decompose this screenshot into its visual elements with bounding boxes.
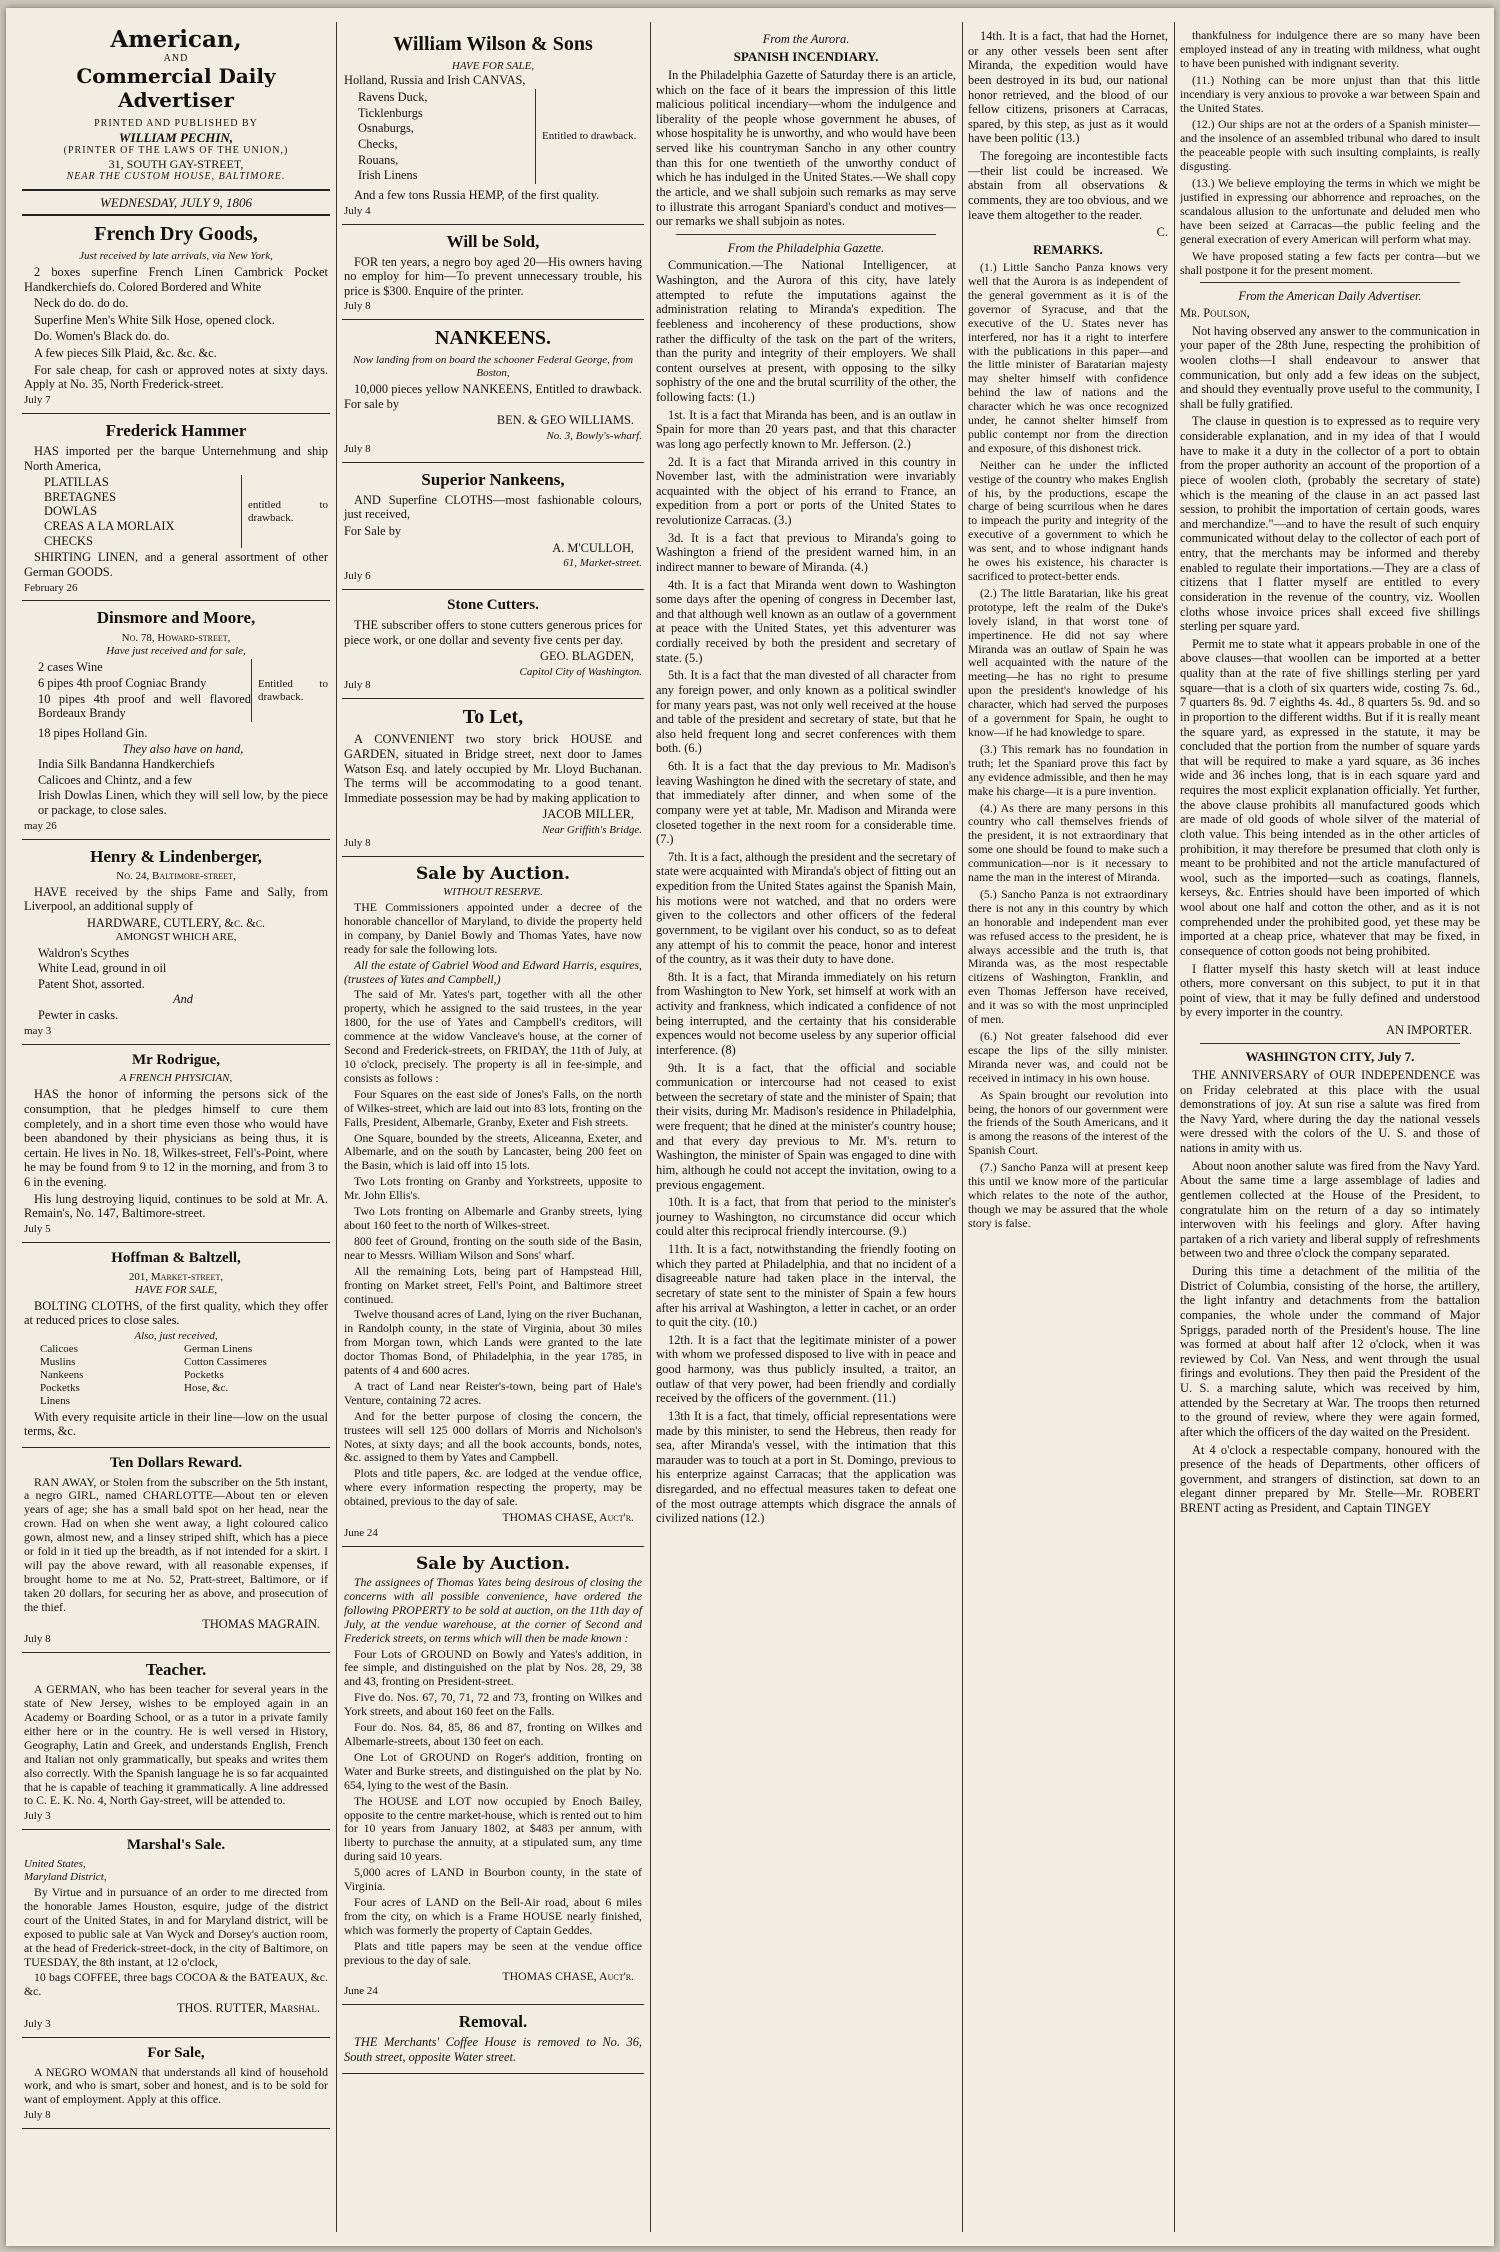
goods-item: Calicoes and Chintz, and a few	[38, 772, 193, 787]
article-paragraph: 10th. It is a fact, that from that period to the minister's journey to Washington, no circumstance did occur which could alter this reciprocal friendly intercourse. (9.)	[656, 1195, 956, 1239]
ad-body: The HOUSE and LOT now occupied by Enoch Bailey, opposite to the centre market-house, which is rented out to him for 10 years from January 1802, at $483 per annum, with liberty to purchase the annuity, at a stipulated sum, any time during said 10 years.	[344, 1793, 642, 1864]
goods-item: Irish Dowlas Linen, which they will sell low, by the piece or package, to close sales.	[38, 788, 328, 818]
goods-list-right	[184, 1343, 328, 1408]
ad-body: THE Commissioners appointed under a decree of the honorable chancellor of Maryland, to divide the property held in company, by Daniel Bowly and Thomas Yates, have now ready for sale the following lots.	[344, 900, 642, 956]
goods-item: 2 cases Wine	[38, 660, 103, 675]
ad-body: One Square, bounded by the streets, Aliceanna, Exeter, and Albemarle, and on the south by Lancaster, being 200 feet on the Basin, which is laid off into 15 lots.	[344, 1130, 642, 1173]
printer-near: NEAR THE CUSTOM HOUSE, BALTIMORE.	[66, 171, 286, 183]
article-source: From the Aurora.	[762, 32, 850, 46]
ad-signature-address: Near Griffith's Bridge.	[542, 824, 642, 837]
masthead-and: AND	[163, 53, 189, 65]
ad-date: July 8	[344, 837, 371, 850]
remark-note: (13.) We believe employing the terms in which we might be justified in expressing our abhorrence and reproaches, on the scandalous allusion to the unfortunate and deluded men who have been seized at Carracas—the public feeling and the general execration of every American will perform what may.	[1180, 176, 1480, 246]
goods-item: Pocketks	[40, 1381, 80, 1394]
goods-item: Checks,	[358, 137, 398, 152]
letter-paragraph: Not having observed any answer to the communication in your paper of the 28th June, respecting the prohibition of woolen cloths—I shall endeavour to answer that communication, but only add a few ideas on the subject, and should they eventually prove useful to the community, I shall be fully gratified.	[1180, 323, 1480, 411]
goods-item: Ticklenburgs	[358, 105, 423, 120]
ad-title: Will be Sold,	[446, 231, 540, 251]
ad-title: Frederick Hammer	[105, 420, 247, 440]
goods-item: PLATILLAS	[44, 475, 109, 490]
article-source: From the American Daily Advertiser.	[1238, 289, 1422, 304]
ad-date: July 5	[24, 1222, 51, 1235]
ad-date: may 26	[24, 819, 57, 832]
ad-body: THE Merchants' Coffee House is removed to No. 36, South street, opposite Water street.	[344, 2035, 642, 2065]
ad-date: July 4	[344, 204, 371, 217]
ad-title: William Wilson & Sons	[393, 33, 593, 55]
article-paragraph: In the Philadelphia Gazette of Saturday there is an article, which on the face of it bears the impression of this little malicious political incendiary—whom the indulgence and liberality of the people whose government he abuses, of whose hospitality he is unworthy, and who would have been served like his countryman Sancho in any other country than this for one twentieth of the unworthy conduct of which he has indulged in the United States.—We shall copy the article, and we shall subjoin such remarks as may serve to illustrate this arrogant Spaniard's conduct and motives—our remarks we shall subjoin as notes.	[656, 67, 956, 229]
ad-date: July 8	[344, 678, 371, 691]
bracket-note: Entitled to drawback.	[542, 130, 637, 143]
ad-date: June 24	[344, 1985, 378, 1998]
ad-body: The said of Mr. Yates's part, together with all the other property, which he assigned to the said trustees, in the year 1800, for the use of Yates and Campbell's creditors, will commence at the widow Vancleave's house, at the corner of Second and Frederick-streets, on FRIDAY, the 11th of July, at 10 o'clock, precisely. The property is all in fee-simple, and consists as follows :	[344, 987, 642, 1085]
ad-signature: A. M'CULLOH,	[552, 540, 634, 555]
bracket-note: entitled to drawback.	[248, 498, 328, 524]
ad-title: Dinsmore and Moore,	[96, 608, 256, 628]
ad-date: February 26	[24, 581, 78, 594]
ad-title: Sale by Auction.	[416, 1553, 570, 1574]
ad-date: July 8	[24, 1633, 51, 1646]
article-paragraph: 3d. It is a fact that previous to Miranda's going to Washington a friend of the president warned him, in an indirect manner to beware of Miranda. (4.)	[656, 530, 956, 574]
letter-signature: AN IMPORTER.	[1386, 1023, 1472, 1038]
ad-body: 10 bags COFFEE, three bags COCOA & the BATEAUX, &c. &c.	[24, 1970, 328, 1999]
ad-date: July 3	[24, 2017, 51, 2030]
ad-signature: BEN. & GEO WILLIAMS.	[496, 413, 634, 428]
ad-body: A GERMAN, who has been teacher for several years in the state of New Jersey, wishes to be employed again in an Academy or Boarding School, or as a tutor in a private family either here or in the country. He is well versed in History, Geography, Latin and Greek, and understands English, French and Italian not only grammatically, but speaks and writes them also correctly. With the Spanish language he is so far acquainted that he is capable of teaching it grammatically. A line addressed to C. E. K. No. 4, North Gay-street, will be attended to.	[24, 1682, 328, 1808]
ad-body: Five do. Nos. 67, 70, 71, 72 and 73, fronting on Wilkes and York streets, and about 160 feet on the Falls.	[344, 1690, 642, 1719]
column-rule	[336, 22, 337, 2232]
ad-venue: United States,	[24, 1858, 86, 1871]
ad-dinsmore-moore	[22, 601, 330, 839]
goods-item: Osnaburgs,	[358, 121, 414, 136]
ad-to-let	[342, 699, 644, 857]
ad-title: Removal.	[458, 2012, 528, 2032]
ad-body: BOLTING CLOTHS, of the first quality, which they offer at reduced prices to close sales.	[24, 1298, 328, 1328]
article-signature: C.	[1156, 225, 1168, 240]
ad-line: Neck do do. do do.	[34, 296, 129, 311]
remark-note: (12.) Our ships are not at the orders of a Spanish minister—and the insolence of an assembled tribunal who dared to insult the peaceable people with such insulting complaints, is really disgusting.	[1180, 117, 1480, 174]
goods-item: White Lead, ground in oil	[38, 961, 167, 976]
ad-body: Four Squares on the east side of Jones's Falls, on the north of Wilkes-street, which are laid out into 83 lots, fronting on the Falls, President, Albemarle, Granby, Exeter and Fish streets.	[344, 1086, 642, 1129]
ad-address: No. 78, Howard-street,	[121, 631, 231, 644]
ad-signature: THOS. RUTTER, Marshal.	[176, 2001, 320, 2016]
ad-body: A NEGRO WOMAN that understands all kind of household work, and who is smart, sober and honest, and is to be sold for want of employment. Apply at this office.	[24, 2064, 328, 2107]
ad-signature-address: 61, Market-street.	[563, 557, 642, 570]
ad-title: French Dry Goods,	[94, 223, 258, 246]
article-paragraph: 13th It is a fact, that timely, official representations were made by this minister, to send the Hebreus, then ready for sea, after Miranda's vessel, with the intimation that this marauder was to touch at a port in St. Domingo, previous to his enterprize against Carracas; that the application was disregarded, and no effectual measures taken to defeat one of the most outrage attempts which disgrace the annals of civilized nations (12.)	[656, 1408, 956, 1526]
ad-title: For Sale,	[147, 2044, 205, 2061]
ad-date: may 3	[24, 1024, 52, 1037]
ad-body: 800 feet of Ground, fronting on the south side of the Basin, near to Messrs. William Wilson and Sons' wharf.	[344, 1233, 642, 1262]
ad-body: Four do. Nos. 84, 85, 86 and 87, fronting on Wilkes and Albemarle-streets, about 130 feet on each.	[344, 1720, 642, 1748]
goods-item: Linens	[40, 1394, 70, 1407]
article-paragraph: 9th. It is a fact, that the official and sociable communication or intercourse had not ceased to exist between the secretary of state and the minister of Spain; that their visits, during Mr. Madison's residence in Philadelphia, were frequent; that he dined at the minister's country house; and that every day previous to Mr. M's. return to Washington, the minister of Spain was engaged to dine with him, although he could not accept the invitation, owing to a previous engagement.	[656, 1060, 956, 1192]
ad-address: No. 24, Baltimore-street,	[116, 869, 236, 882]
goods-item: Patent Shot, assorted.	[38, 976, 145, 991]
article-title: SPANISH INCENDIARY.	[733, 48, 879, 64]
ad-superior-nankeens	[342, 463, 644, 590]
news-paragraph: At 4 o'clock a respectable company, honoured with the presence of the heads of Departments, other officers of government, and strangers of distinction, sat down to an elegant dinner prepared by Mr. Stelle—Mr. ROBERT BRENT acting as President, and Captain TINGEY	[1180, 1442, 1480, 1516]
ad-rodrigue	[22, 1045, 330, 1243]
ad-date: June 24	[344, 1527, 378, 1540]
ad-body: Twelve thousand acres of Land, lying on the river Buchanan, in Randolph county, in the state of Virginia, about 30 miles from Morgan town, which Lands were granted to the late doctor Thomas Bond, of Philadelphia, in the year 1785, in patents of 4 and 600 acres.	[344, 1307, 642, 1378]
column-5	[1180, 26, 1480, 2228]
remark-note: (6.) Not greater falsehood did ever escape the lips of the silly minister. Miranda never was, and could not be received in intimacy in his own house.	[968, 1029, 1168, 1085]
masthead-subtitle: Commercial Daily Advertiser	[76, 63, 276, 112]
divider	[1200, 1043, 1460, 1044]
ad-subtitle: Have just received and for sale,	[106, 644, 246, 657]
article-paragraph: 8th. It is a fact, that Miranda immediately on his return from Washington to New York, set himself at work with an activity and frankness, which indicated a confidence of not being interrupted, and the certainty that his considerable expences would not become useless by any superior official interference. (8)	[656, 969, 956, 1057]
goods-item: Muslins	[40, 1355, 76, 1368]
remark-note: (4.) As there are many persons in this country who call themselves friends of the president, it is not extraordinary that some one should be found to make such a communication—nor is it necessary to name the man in the interest of Miranda.	[968, 800, 1168, 885]
printer-name: WILLIAM PECHIN,	[118, 129, 234, 145]
remark-note: thankfulness for indulgence there are so many have been employed instead of any in treating with mildness, what ought to have been punished with indignant severity.	[1180, 28, 1480, 70]
ad-body: All the remaining Lots, being part of Hampstead Hill, fronting on Market street, Fell's Point, and Baltimore street continued.	[344, 1263, 642, 1306]
news-paragraph: During this time a detachment of the militia of the District of Columbia, consisting of the horse, the artillery, the light infantry and detachments from the battalion companies, the whole under the command of Major Spriggs, paraded north of the President's house. The line was formed at about half after 12 o'clock, when it was reviewed by Col. Van Ness, and went through the usual firings and evolutions. They then paid the President of the U. S. a marching salute, which was received by him, attended by the Secretary at War. The troops then returned to the ground of review, where they were again formed, after which the officers of the day waited on the President.	[1180, 1264, 1480, 1439]
ad-stone-cutters	[342, 590, 644, 699]
masthead	[22, 26, 330, 191]
remark-note: Neither can he under the inflicted vestige of the country who makes English of his, by the productions, escape the charge of being scurrilous when he dares to impeach the purity and integrity of the executive of a government to which he was sent, and to whose indignant hands he owes his existence, his character is sacrificed to protect-better ends.	[968, 457, 1168, 584]
ad-body: Four Lots of GROUND on Bowly and Yates's addition, in fee simple, and distinguished on the plat by Nos. 28, 29, 38 and 43, fronting on President-street.	[344, 1646, 642, 1689]
goods-bracket	[24, 657, 328, 724]
goods-item: They also have on hand,	[122, 741, 244, 756]
goods-item: Pewter in casks.	[38, 1008, 119, 1023]
goods-list	[38, 946, 328, 1023]
goods-item: Nankeens	[40, 1368, 84, 1381]
ad-line: HARDWARE, CUTLERY, &c. &c.	[86, 915, 266, 930]
remark-note: (3.) This remark has no foundation in truth; let the Spaniard prove this fact by any evidence admissible, and then he may make his charge—it is a pure invention.	[968, 741, 1168, 798]
goods-item: India Silk Bandanna Handkerchiefs	[38, 757, 215, 772]
ad-line: Do. Women's Black do. do.	[34, 329, 170, 344]
column-2	[342, 26, 644, 2228]
column-rule	[650, 22, 651, 2232]
ad-date: July 7	[24, 393, 51, 406]
printer-line: PRINTED AND PUBLISHED BY	[94, 118, 258, 130]
ad-nankeens	[342, 320, 644, 462]
ad-signature: THOMAS CHASE, Auct'r.	[502, 1510, 634, 1525]
ad-signature: JACOB MILLER,	[542, 807, 634, 822]
ad-line: For Sale by	[344, 524, 402, 539]
article-paragraph: 7th. It is a fact, although the president and the secretary of state were acquainted with Miranda's object of fitting out an expedition from the United States against the Spanish Main, his motions were not watched, and that no orders were given to the collectors and other officers of the federal government, to be vigilant over his conduct, so as to defeat any attempt of his to commit the peace, honor and interest of the country, as it was their duty to have done.	[656, 849, 956, 967]
goods-list	[38, 659, 252, 722]
ad-teacher	[22, 1653, 330, 1830]
remark-note: (7.) Sancho Panza will at present keep this until we know more of the particular which relates to the note of the author, though we may be assured that the whole story is false.	[968, 1160, 1168, 1230]
remark-note: (1.) Little Sancho Panza knows very well that the Aurora is as independent of the general government as it is of the governor of Syracuse, and that the executive of the U. States never has interfered, nor has it a right to interfere with the publications in this paper—and the little minister of Baratarian majesty may shelter himself with confidence behind the law of nations and the character which he was once recognized under, he cannot shelter himself from public contempt nor from the direction and exposure, of this dishonest trick.	[968, 260, 1168, 455]
ad-french-dry-goods	[22, 216, 330, 414]
ad-line: HAVE received by the ships Fame and Sally, from Liverpool, an additional supply of	[24, 884, 328, 914]
ad-subtitle: HAVE FOR SALE,	[451, 59, 535, 72]
ad-date: July 8	[344, 300, 371, 313]
ad-sale-by-auction	[342, 857, 644, 1547]
news-paragraph: About noon another salute was fired from the Navy Yard. About the same time a large assemblage of ladies and gentlemen collected at the House of the President, to congratulate him on the return of a day so intimately interwoven with his feelings and glory. After having partaken of a rich variety and liberal supply of refreshments between two and three o'clock the company separated.	[1180, 1158, 1480, 1261]
ad-body: A tract of Land near Reister's-town, being part of Hale's Venture, containing 72 acres.	[344, 1378, 642, 1407]
ad-body: The assignees of Thomas Yates being desirous of closing the concerns with all possible convenience, have ordered the following PROPERTY to be sold at auction, on the 11th day of July, at the vendue warehouse, at the corner of Second and Frederick streets, on terms which will then be made known :	[344, 1575, 642, 1645]
ad-body: Four acres of LAND on the Bell-Air road, about 6 miles from the city, on which is a Frame HOUSE nearly finished, which was formerly the property of Captain Geddes.	[344, 1894, 642, 1937]
article-paragraph: 2d. It is a fact that Miranda arrived in this country in November last, with the administration were invariably acquainted with the object of his errand to France, an expedition from a port or ports of the United States to revolutionize Carracas. (3.)	[656, 454, 956, 528]
ad-subtitle: Now landing from on board the schooner Federal George, from Boston,	[352, 354, 634, 379]
letter-paragraph: I flatter myself this hasty sketch will at least induce others, more conversant on this subject, to put it in that point of view, that it may be fully defined and understood by every importer in the country.	[1180, 961, 1480, 1020]
ad-signature: THOMAS CHASE, Auct'r.	[502, 1968, 634, 1983]
remark-note: (2.) The little Baratarian, like his great prototype, left the realm of the Duke's lovely island, in that worst tone of impertinence. He did not say where Miranda was an outlaw of Spain he was well acquainted with the nature of the meeting—he has no right to presume upon the president's knowledge of his character, which had served the purposes of a government for Spain, he ought to know—if he had knowledge to spare.	[968, 585, 1168, 739]
ad-venue: Maryland District,	[24, 1871, 107, 1883]
ad-date: July 8	[24, 2109, 51, 2122]
ad-body: FOR ten years, a negro boy aged 20—His owners having no employ for him—To prevent unnecessary trouble, his price is $300. Enquire of the printer.	[344, 254, 642, 298]
ad-title: Teacher.	[145, 1660, 207, 1680]
goods-item: Hose, &c.	[184, 1381, 229, 1394]
remark-note: We have proposed stating a few facts per contra—but we shall postpone it for the present moment.	[1180, 248, 1480, 277]
goods-list-left	[24, 1343, 184, 1408]
ad-line: SHIRTING LINEN, and a general assortment of other German GOODS.	[24, 550, 328, 579]
goods-two-columns	[24, 1343, 328, 1408]
ad-signature: GEO. BLAGDEN,	[540, 649, 634, 664]
ad-removal	[342, 2005, 644, 2073]
ad-line: HAS imported per the barque Unternehmung and ship North America,	[24, 443, 328, 473]
ad-title: Hoffman & Baltzell,	[111, 1249, 241, 1266]
goods-item: Irish Linens	[358, 168, 418, 183]
column-3	[656, 26, 956, 2228]
goods-item: DOWLAS	[44, 504, 97, 519]
column-1	[22, 26, 330, 2228]
goods-list	[24, 475, 242, 548]
ad-body: A CONVENIENT two story brick HOUSE and GARDEN, situated in Bridge street, next door to James Watson Esq. and lately occupied by Mr. Lloyd Buchanan. The terms will be accommodating to a good tenant. Immediate possession may be had by making application to	[344, 732, 642, 805]
article-paragraph: 5th. It is a fact that the man divested of all character from any foreign power, and only known as a political swindler for many years past, was not only well received at the house and table of the president and secretary of state, but that he also held frequent long and secret conferences with them both. (6.)	[656, 668, 956, 756]
ad-address: 201, Market-street,	[128, 1270, 224, 1283]
ad-title: Henry & Lindenberger,	[90, 846, 262, 866]
ad-ten-dollars-reward	[22, 1448, 330, 1653]
ad-body: Plots and title papers, &c. are lodged at the vendue office, where every information respecting the property, may be obtained, previous to the day of sale.	[344, 1466, 642, 1509]
article-paragraph: Communication.—The National Intelligencer, at Washington, and the Aurora of this city, have lately attempted to refute the imputations against the administration relating to Miranda's expedition. The feebleness and incoherency of these productions, show rather the difficulty of the task on the part of the writers, than the purity and integrity of their employers. We shall content ourselves at present, with opposing to the silky sophistry of the one and the brutal scurrility of the other, the following facts: (1.)	[656, 258, 956, 405]
news-paragraph: THE ANNIVERSARY of OUR INDEPENDENCE was on Friday celebrated at this place with the usual demonstrations of joy. At sun rise a salute was fired from the Navy Yard, where during the day the national vessels were dressed with the colors of the U. S. and those of nations in amity with us.	[1180, 1067, 1480, 1156]
bracket-note: Entitled to drawback.	[258, 677, 328, 703]
remarks-heading: REMARKS.	[1033, 241, 1103, 257]
ad-title: Sale by Auction.	[416, 864, 570, 885]
divider	[1200, 282, 1460, 283]
letter-salutation: Mr. Poulson,	[1180, 306, 1250, 321]
goods-item: Cotton Cassimeres	[184, 1355, 267, 1368]
printer-address: 31, SOUTH GAY-STREET,	[108, 157, 244, 172]
ad-will-be-sold	[342, 225, 644, 321]
goods-bracket	[344, 87, 642, 186]
goods-item: And	[173, 992, 193, 1007]
goods-item: Calicoes	[40, 1342, 78, 1355]
ad-title: Marshal's Sale.	[126, 1837, 226, 1854]
goods-item: Waldron's Scythes	[38, 945, 130, 960]
article-paragraph: 14th. It is a fact, that had the Hornet, or any other vessels been sent after Miranda, the expedition would have been destroyed in its bud, our national honor retrieved, and the blood of our fellow citizens, prisoners at Carracas, spared, by this step, as just as it would have been politic (13.)	[968, 29, 1168, 146]
ad-body: And for the better purpose of closing the concern, the trustees will sell 125 000 dollars of Morris and Nicholson's Notes, at sixty days; and all the book accounts, bonds, notes, &c. assigned to them by Yates and Campbell.	[344, 1408, 642, 1465]
letter-paragraph: Permit me to state what it appears probable in one of the above clauses—that woollen can be imported at a better quality than at the rate of five shillings sterling per yard square—that is a cloth of six quarters wide, costing 7s. 6d., 7 quarters 8s. 9d. 7 eighths 4s. 4d., 8 quarters 5s. 9d. and so in proportion to the different widths. But if it is really meant the square yard, as expressed in the statute, it may be concluded that the portion from the number of square yards that will be required to make a yard square, as 36 inches wide and 36 inches long, that is in each square yard and requires the most explicit explanation officially. Yet further, the above clause prohibits all manufactured goods which are made of old goods of whole silver of the material of cloth value. This being intended as in the other articles of prohibition, it may therefore be presumed that cloth only is meant to be prohibited and not the article manufactured of wool, such as the imported—such as coatings, flannels, kerseys, &c. Entries should have been imported of which wool about one half and cotton the other, and as it is not comprehended under the prohibited good, yet these may be imported at a cheap price, whatever that may be fixed, in consequence of cotton goods not being prohibited.	[1180, 636, 1480, 958]
ad-body: Two Lots fronting on Granby and Yorkstreets, upposite to Mr. John Ellis's.	[344, 1174, 642, 1203]
ad-title: Stone Cutters.	[447, 597, 539, 614]
ad-for-sale	[22, 2038, 330, 2129]
ad-signature-address: No. 3, Bowly's-wharf.	[546, 429, 642, 442]
goods-bracket	[24, 475, 328, 548]
printer-role: (PRINTER OF THE LAWS OF THE UNION,)	[63, 145, 289, 157]
issue-date: WEDNESDAY, JULY 9, 1806	[22, 191, 330, 216]
remark-note: (11.) Nothing can be more unjust than that this little incendiary is very anxious to provoke a war between Spain and the United States.	[1180, 72, 1480, 115]
goods-item: German Linens	[184, 1342, 253, 1355]
ad-body: By Virtue and in pursuance of an order to me directed from the honorable James Houston, esquire, judge of the district court of the United States, in and for Maryland district, will be exposed to public sale at Van Wyck and Dorsey's auction room, at the head of Frederick-street-dock, in the city of Baltimore, on TUESDAY, the 8th instant, at 12 o'clock,	[24, 1884, 328, 1969]
remark-note: As Spain brought our revolution into being, the honors of our government were the friends of the South Americans, and it is among the reasons of the interest of the Spanish Court.	[968, 1087, 1168, 1158]
article-paragraph: 1st. It is a fact that Miranda has been, and is an outlaw in Spain for more than 20 years past, and that this character was long ago perfectly known to Mr. Jefferson. (2.)	[656, 407, 956, 451]
ad-body: Plats and title papers may be seen at the vendue office previous to the day of sale.	[344, 1938, 642, 1967]
masthead-title: American,	[110, 26, 242, 53]
column-rule	[962, 22, 963, 2232]
ad-line: And a few tons Russia HEMP, of the first quality.	[354, 187, 600, 202]
goods-item: 18 pipes Holland Gin.	[38, 725, 148, 740]
remark-note: (5.) Sancho Panza is not extraordinary there is not any in this country by which an honorable and independent man ever was refused access to the president, he is always accessible and the truth is, that Miranda was, as the most respectable citizens of Washington, Franklin, and even Thomas Jefferson have received, and it was so with the most unprincipled of men.	[968, 886, 1168, 1027]
ad-hoffman-baltzell	[22, 1243, 330, 1448]
article-paragraph: 11th. It is a fact, notwithstanding the friendly footing on which they parted at Philadelphia, and that no incident of a disagreeable nature had taken place in the interval, the secretary of state sent to the minister of Spain a few hours after his arrival at Washington, a letter in cachet, or an order to quit the city. (10.)	[656, 1242, 956, 1330]
ad-title: To Let,	[462, 705, 524, 728]
ad-signature: THOMAS MAGRAIN.	[202, 1616, 320, 1631]
ad-date: July 8	[344, 442, 371, 455]
ad-line: 2 boxes superfine French Linen Cambrick Pocket Handkerchiefs do. Colored Bordered and White	[24, 264, 328, 294]
goods-item: Pocketks	[184, 1368, 224, 1381]
goods-item: BRETAGNES	[44, 489, 116, 504]
divider	[676, 234, 936, 235]
ad-body: 5,000 acres of LAND in Bourbon county, in the state of Virginia.	[344, 1865, 642, 1894]
ad-line: A few pieces Silk Plaid, &c. &c. &c.	[34, 346, 217, 360]
ad-body: All the estate of Gabriel Wood and Edward Harris, esquires, (trustees of Yates and Campbell,)	[344, 957, 642, 986]
ad-also: Also, just received,	[134, 1329, 218, 1342]
goods-list	[358, 89, 536, 184]
goods-item: CHECKS	[44, 533, 93, 548]
ad-line: For sale cheap, for cash or approved notes at sixty days. Apply at No. 35, North Frederick-street.	[24, 362, 328, 392]
ad-body: With every requisite article in their line—low on the usual terms, &c.	[24, 1409, 328, 1439]
article-paragraph: 4th. It is a fact that Miranda went down to Washington some days after the opening of congress in December last, and that although well known as an outlaw of a government at peace with the United States, yet this adventurer was cordially received by both the president and secretary of state. (5.)	[656, 577, 956, 665]
ad-date: July 3	[24, 1810, 51, 1823]
ad-frederick-hammer	[22, 414, 330, 602]
ad-line: Superfine Men's White Silk Hose, opened clock.	[34, 312, 275, 327]
goods-list	[38, 726, 328, 818]
ad-body: RAN AWAY, or Stolen from the subscriber on the 5th instant, a negro GIRL, named CHARLOTTE—About ten or eleven years of age; she has a small bald spot on her head, near the crown. Had on when she went away, a light coloured calico gown, almost new, and a linsey striped shift, which has a piece or fold in it tied up the breadth, as if not intended for a skirt. I will pay the above reward, with all reasonable expenses, if brought home to me at No. 52, Pratt-street, Baltimore, or if taken 20 dollars, for securing her as above, and prosecution of the thief.	[24, 1474, 328, 1614]
ad-signature-address: Capitol City of Washington.	[519, 665, 642, 678]
goods-item: 6 pipes 4th proof Cogniac Brandy	[38, 676, 207, 691]
ad-body: HAS the honor of informing the persons sick of the consumption, that he pledges himself to cure them completely, and in a short time even those who would have been abandoned by their physicians as being thus, it is certain. He lives in No. 18, Wilkes-street, Fell's-Point, where he may be found from 9 to 12 in the morning, and from 3 to 6 in the evening.	[24, 1087, 328, 1190]
ad-subtitle: Just received by late arrivals, via New York,	[79, 249, 273, 262]
ad-title: NANKEENS.	[434, 327, 552, 350]
ad-title: Ten Dollars Reward.	[109, 1454, 243, 1471]
column-4	[968, 26, 1168, 2228]
ad-body: AND Superfine CLOTHS—most fashionable colours, just received,	[344, 492, 642, 522]
goods-item: CREAS A LA MORLAIX	[44, 519, 175, 534]
article-paragraph: 6th. It is a fact that the day previous to Mr. Madison's leaving Washington he dined with the secretary of state, and that immediately after dinner, and when some of the company were yet at table, Mr. Madison and Miranda were closeted together in the next room for a considerable time. (7.)	[656, 759, 956, 847]
article-paragraph: 12th. It is a fact that the legitimate minister of a power with whom we professed disposed to live with in peace and good harmony, was thus publicly insulted, a traitor, an outlaw of that very power, had been friendly and cordially received by the officers of the government. (11.)	[656, 1332, 956, 1406]
goods-item: 10 pipes 4th proof and well flavored Bordeaux Brandy	[38, 691, 251, 721]
ad-william-wilson	[342, 26, 644, 225]
ad-body: 10,000 pieces yellow NANKEENS, Entitled to drawback. For sale by	[344, 381, 642, 411]
ad-subtitle: WITHOUT RESERVE.	[443, 886, 543, 899]
goods-item: Rouans,	[358, 152, 399, 167]
letter-paragraph: The clause in question is to expressed as to require very considerable explanation, and in my idea of that I would have to make it a duty in the collector of a port to obtain from the proper authority an account of the proportion of a piece of woolen cloth, (probably the secretary of state) which is the meaning of the clause in an act passed last session, to prohibit the importation of certain goods, wares and merchandize."—and to have the result of such enquiry communicated without delay to the collector of each port of entry, that the merchants may be informed and thereby enabled to regulate their importations.—They are a class of citizens that I flatter myself are entitled to every consideration in the revenue of the country, viz. Woollen cloths whose invoice prices shall exceed five shillings sterling per square yard.	[1180, 414, 1480, 634]
ad-title: Mr Rodrigue,	[131, 1051, 221, 1068]
ad-line: AMONGST WHICH ARE,	[115, 930, 237, 943]
ad-date: July 6	[344, 570, 371, 583]
column-rule	[1174, 22, 1175, 2232]
ad-subtitle: HAVE FOR SALE,	[134, 1283, 218, 1296]
ad-sale-by-auction-2	[342, 1547, 644, 2005]
ad-henry-lindenberger	[22, 840, 330, 1045]
ad-subtitle: A FRENCH PHYSICIAN,	[119, 1072, 233, 1085]
ad-body: Two Lots fronting on Albemarle and Granby streets, lying about 160 feet to the north of Wilkes-street.	[344, 1204, 642, 1232]
ad-body: THE subscriber offers to stone cutters generous prices for piece work, or one dollar and seventy five cents per day.	[344, 617, 642, 647]
article-paragraph: The foregoing are incontestible facts—their list could be increased. We abstain from all observations & comments, they are too obvious, and we leave them altogether to the reader.	[968, 149, 1168, 222]
ad-body: One Lot of GROUND on Roger's addition, fronting on Water and Burke streets, and distinguished on the plat by No. 654, lying to the west of the Basin.	[344, 1749, 642, 1792]
goods-item: Ravens Duck,	[358, 90, 428, 105]
ad-title: Superior Nankeens,	[421, 469, 565, 489]
ad-body: His lung destroying liquid, continues to be sold at Mr. A. Remain's, No. 147, Baltimore-street.	[24, 1191, 328, 1221]
newspaper-page	[6, 8, 1494, 2246]
ad-marshals-sale	[22, 1830, 330, 2037]
dateline: WASHINGTON CITY, July 7.	[1245, 1048, 1415, 1064]
ad-line: Holland, Russia and Irish CANVAS,	[344, 72, 526, 87]
article-source: From the Philadelphia Gazette.	[727, 240, 885, 255]
